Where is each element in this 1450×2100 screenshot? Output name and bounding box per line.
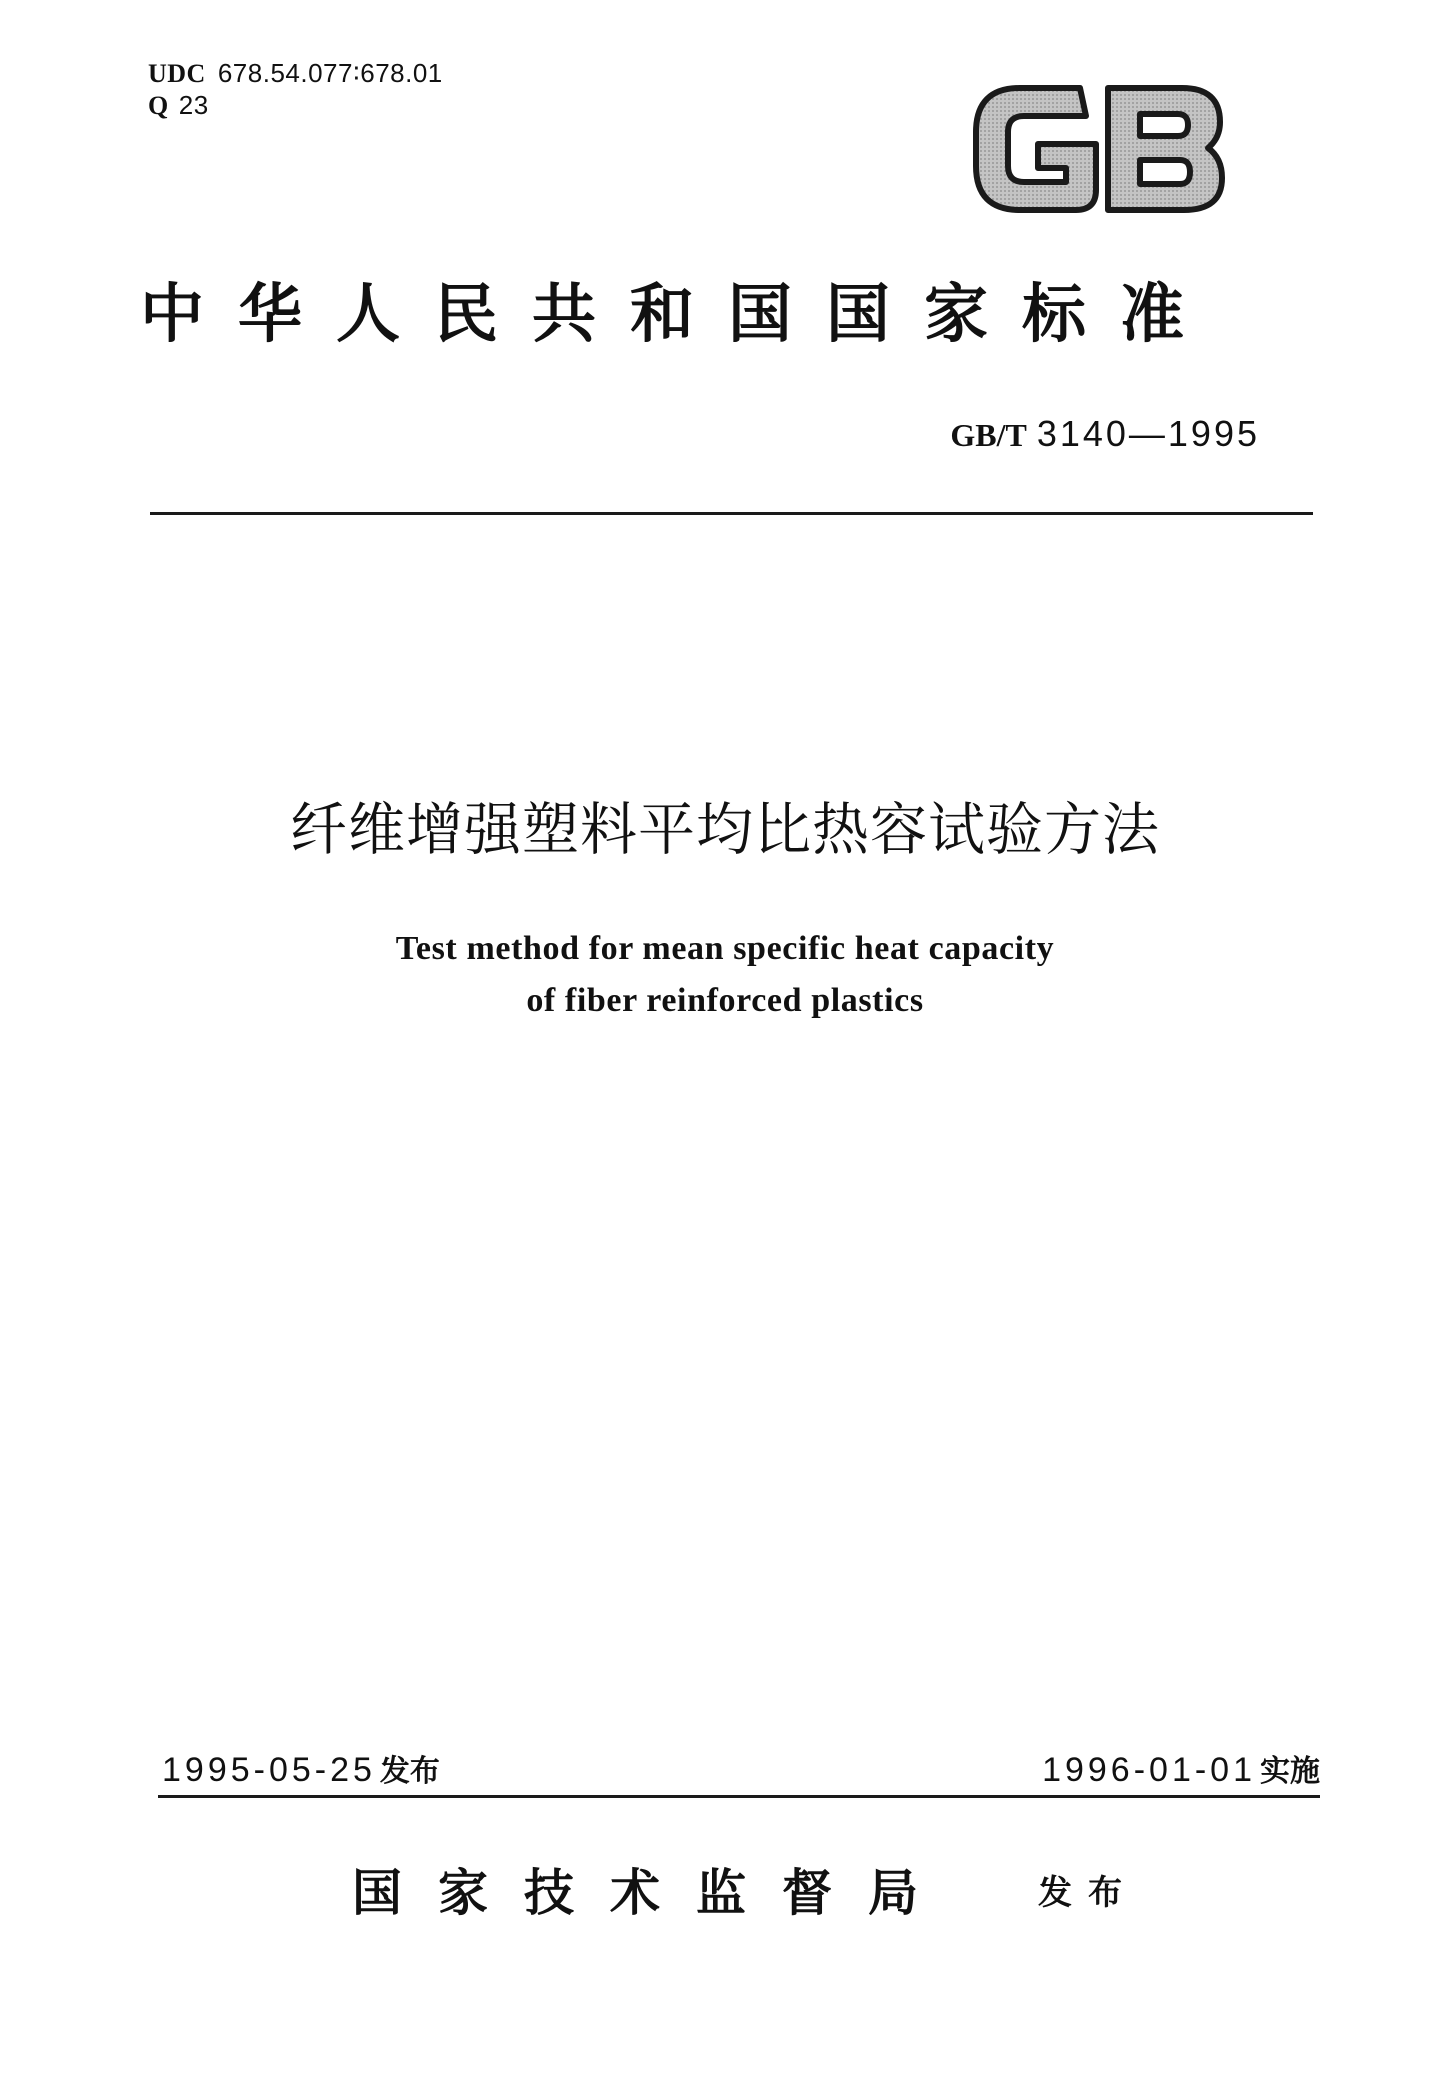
classification-label: Q xyxy=(148,91,169,120)
standard-number-code: 3140—1995 xyxy=(1036,413,1260,454)
classification-value: 23 xyxy=(178,90,209,120)
udc-value: 678.54.077∶678.01 xyxy=(217,58,443,88)
english-title xyxy=(0,923,1450,1027)
issue-date xyxy=(162,1748,440,1794)
top-divider xyxy=(150,512,1313,515)
english-title-line-1: Test method for mean specific heat capacity xyxy=(395,930,1055,967)
standard-number xyxy=(950,412,1260,457)
english-title-line-2: of fiber reinforced plastics xyxy=(526,982,924,1019)
chinese-title: 纤维增强塑料平均比热容试验方法 xyxy=(290,797,1160,863)
udc-label: UDC xyxy=(148,59,206,88)
effective-date-value: 1996-01-01 xyxy=(1042,1751,1256,1789)
udc-number xyxy=(148,58,443,89)
effective-date xyxy=(1042,1748,1320,1794)
issue-label: 发布 xyxy=(1038,1873,1138,1913)
national-standard-heading: 中华人民共和国国家标准 xyxy=(140,277,1218,352)
gb-logo-icon xyxy=(968,78,1230,220)
issue-date-value: 1995-05-25 xyxy=(162,1751,376,1789)
effective-date-label: 实施 xyxy=(1260,1754,1320,1789)
classification-number xyxy=(148,90,209,121)
issuing-authority: 国家技术监督局 xyxy=(352,1863,954,1922)
bottom-divider xyxy=(158,1795,1320,1798)
standard-number-prefix: GB/T xyxy=(950,417,1027,453)
issue-date-label: 发布 xyxy=(379,1754,440,1789)
